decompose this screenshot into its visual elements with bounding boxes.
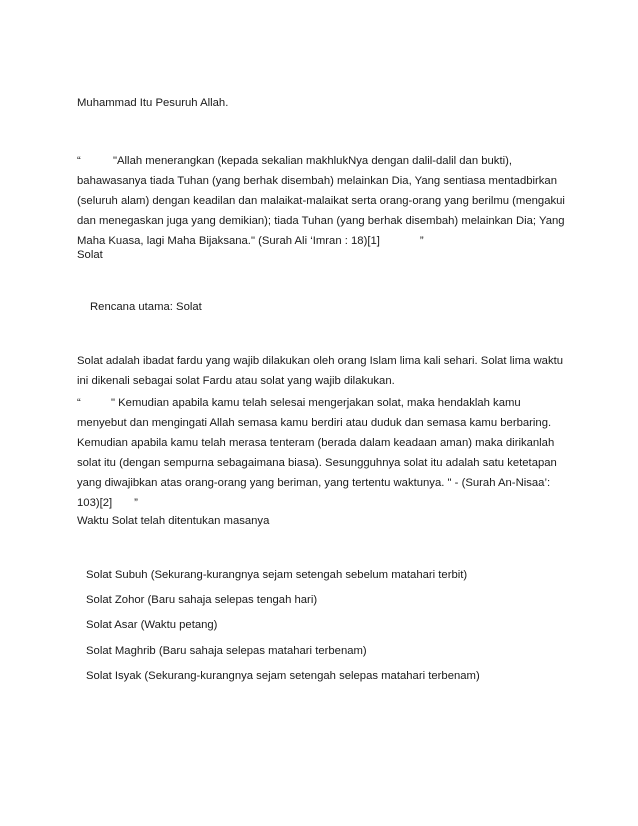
heading-solat: Solat — [77, 249, 103, 261]
prayer-time-item: Solat Asar (Waktu petang) — [86, 619, 218, 631]
paragraph-solat-definition: Solat adalah ibadat fardu yang wajib dilakukan oleh orang Islam lima kali sehari. Solat lima waktu ini dikenali sebagai solat Fardu atau solat yang wajib dilakukan. — [77, 355, 564, 387]
quote-text: "Allah menerangkan (kepada sekalian makhlukNya dengan dalil-dalil dan bukti), bahawasanya tiada Tuhan (yang berhak disembah) melainkan Dia, Yang sentiasa mentadbirkan (seluruh alam) dengan keadilan dan malaikat-malaikat serta orang-orang yang berilmu (mengakui dan menegaskan juga yang demikian); tiada Tuhan (yang berhak disembah) melainkan Dia; Yang Maha Kuasa, lagi Maha Bijaksana." (Surah Ali ‘Imran : 18)[1] — [77, 155, 565, 247]
prayer-time-item: Solat Subuh (Sekurang-kurangnya sejam setengah sebelum matahari terbit) — [86, 569, 468, 581]
quote-open-mark: “ — [77, 397, 81, 409]
quote-open-mark: “ — [77, 155, 81, 167]
document-title: Muhammad Itu Pesuruh Allah. — [77, 97, 229, 109]
prayer-time-item: Solat Zohor (Baru sahaja selepas tengah hari) — [86, 594, 318, 606]
main-article-link: Rencana utama: Solat — [90, 301, 202, 313]
quote-close-mark: ” — [134, 497, 138, 509]
quote-text: " Kemudian apabila kamu telah selesai mengerjakan solat, maka hendaklah kamu menyebut dan mengingati Allah semasa kamu berdiri atau duduk dan semasa kamu berbaring. Kemudian apabila kamu telah merasa tenteram (berada dalam keadaan aman) maka dirikanlah solat itu (dengan sempurna sebagaimana biasa). Sesungguhnya solat itu adalah satu ketetapan yang diwajibkan atas orang-orang yang beriman, yang tertentu waktunya. " - (Surah An-Nisaa’: 103)[2] — [77, 397, 557, 509]
quote-allah-menerangkan — [77, 151, 569, 251]
prayer-time-item: Solat Maghrib (Baru sahaja selepas matahari terbenam) — [86, 645, 367, 657]
quote-an-nisaa — [77, 393, 569, 513]
waktu-solat-heading: Waktu Solat telah ditentukan masanya — [77, 515, 270, 527]
quote-close-mark: ” — [419, 235, 424, 247]
prayer-time-item: Solat Isyak (Sekurang-kurangnya sejam setengah selepas matahari terbenam) — [86, 670, 480, 682]
